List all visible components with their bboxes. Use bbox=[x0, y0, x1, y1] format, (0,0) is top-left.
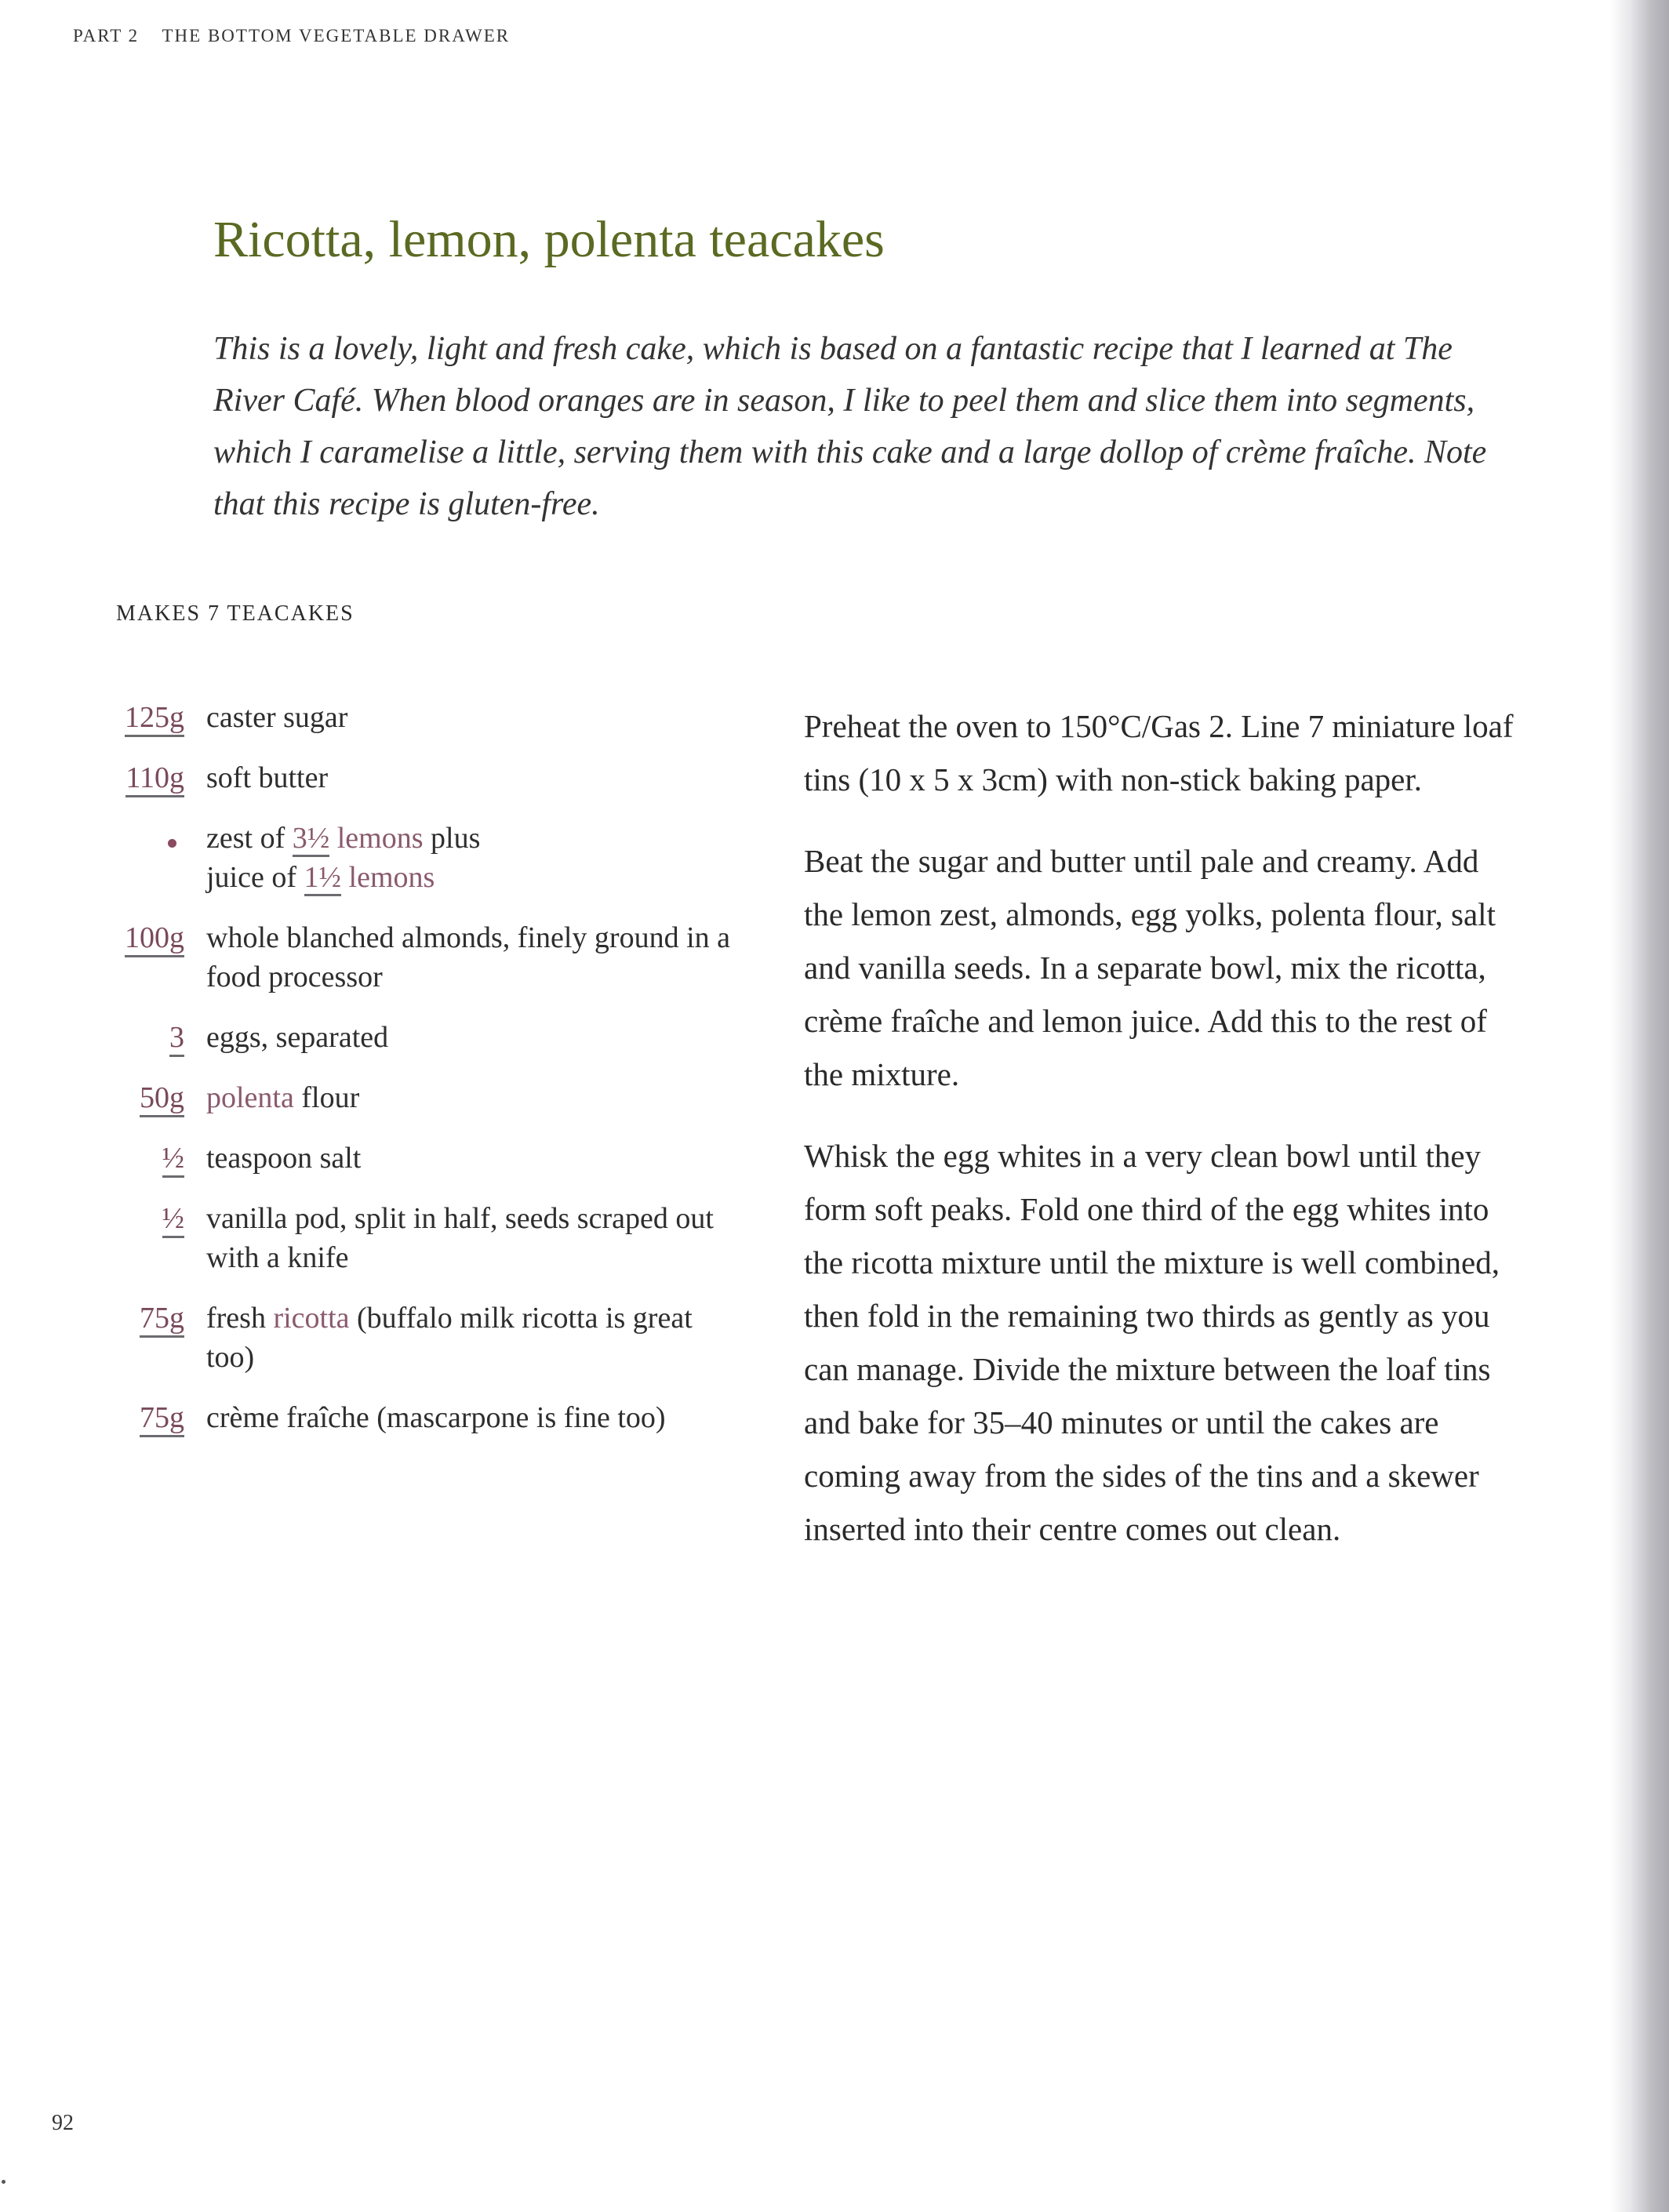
method-step: Whisk the egg whites in a very clean bowl until they form soft peaks. Fold one third of the egg whites into the ricotta mixture until the mixture is well combined, then fold in the remaining two thirds as gently as you can manage. Divide the mixture between the loaf tins and bake for 35–40 minutes or until the cakes are coming away from the sides of the tins and a skewer inserted into their centre comes out clean. bbox=[804, 1138, 1500, 1547]
ingredient-inline-quantity: 3½ bbox=[293, 822, 330, 857]
ingredient-item bbox=[94, 1018, 745, 1057]
recipe-intro: This is a lovely, light and fresh cake, which is based on a fantastic recipe that I learned at The River Café. When blood oranges are in season, I like to peel them and slice them into segments, which I caramelise a little, serving them with this cake and a large dollop of crème fraîche. Note that this recipe is gluten-free. bbox=[213, 331, 1487, 522]
ingredient-quantity: ½ bbox=[162, 1141, 185, 1178]
running-head bbox=[73, 26, 510, 46]
ingredient-quantity: 125g bbox=[125, 700, 184, 737]
ingredient-text: vanilla pod, split in half, seeds scraped out with a knife bbox=[206, 1202, 714, 1274]
ingredient-text: caster sugar bbox=[206, 701, 348, 734]
ingredient-item bbox=[94, 1139, 745, 1178]
running-head-part: PART 2 bbox=[73, 26, 140, 45]
method-step: Preheat the oven to 150°C/Gas 2. Line 7 miniature loaf tins (10 x 5 x 3cm) with non-stick baking paper. bbox=[804, 708, 1514, 797]
ingredient-item bbox=[94, 918, 745, 997]
ingredient-text-part: plus bbox=[423, 822, 481, 855]
ingredient-text-part: (buffalo milk ricotta is great too) bbox=[206, 1302, 693, 1374]
ingredient-quantity: 75g bbox=[140, 1301, 184, 1338]
ingredient-quantity: 75g bbox=[140, 1400, 184, 1437]
ingredient-text: whole blanched almonds, finely ground in a food processor bbox=[206, 921, 731, 993]
ingredients-list bbox=[94, 698, 745, 1458]
ingredient-highlight: lemons bbox=[341, 861, 435, 894]
ingredient-highlight: polenta bbox=[206, 1081, 294, 1114]
ingredient-text: eggs, separated bbox=[206, 1021, 389, 1054]
scan-speck bbox=[2, 2180, 5, 2184]
method-steps bbox=[804, 699, 1525, 1584]
ingredient-item bbox=[94, 819, 745, 897]
ingredient-text-part: fresh bbox=[206, 1302, 274, 1335]
ingredient-text: teaspoon salt bbox=[206, 1142, 362, 1175]
recipe-yield: MAKES 7 TEACAKES bbox=[116, 601, 355, 626]
running-head-section: THE BOTTOM VEGETABLE DRAWER bbox=[162, 26, 511, 45]
ingredient-text-part: flour bbox=[293, 1081, 360, 1114]
ingredient-quantity: 110g bbox=[125, 761, 184, 797]
ingredient-quantity: 100g bbox=[125, 921, 184, 957]
recipe-title: Ricotta, lemon, polenta teacakes bbox=[213, 211, 885, 268]
ingredient-text bbox=[206, 1299, 745, 1377]
ingredient-text bbox=[206, 819, 745, 897]
ingredient-text-part: zest of bbox=[206, 822, 293, 855]
ingredient-inline-quantity: 1½ bbox=[304, 861, 342, 896]
ingredient-item bbox=[94, 1398, 745, 1437]
ingredient-item bbox=[94, 1078, 745, 1117]
ingredient-text-part: juice of bbox=[206, 861, 304, 894]
ingredient-quantity: 50g bbox=[140, 1081, 184, 1117]
ingredient-quantity: 3 bbox=[169, 1020, 184, 1057]
ingredient-item bbox=[94, 758, 745, 797]
ingredient-highlight: lemons bbox=[329, 822, 424, 855]
ingredient-highlight: ricotta bbox=[273, 1302, 350, 1335]
ingredient-text: soft butter bbox=[206, 761, 329, 794]
ingredient-text bbox=[206, 1078, 745, 1117]
bullet-icon bbox=[168, 839, 176, 848]
ingredient-text: crème fraîche (mascarpone is fine too) bbox=[206, 1401, 666, 1434]
ingredient-quantity: ½ bbox=[162, 1201, 185, 1238]
method-step: Beat the sugar and butter until pale and creamy. Add the lemon zest, almonds, egg yolks, polenta flour, salt and vanilla seeds. In a separate bowl, mix the ricotta, crème fraîche and lemon juice. Add this to the rest of the mixture. bbox=[804, 843, 1496, 1092]
page-number: 92 bbox=[52, 2111, 74, 2135]
page-edge-shadow bbox=[1610, 0, 1669, 2212]
ingredient-item bbox=[94, 1299, 745, 1377]
ingredient-item bbox=[94, 698, 745, 737]
ingredient-item bbox=[94, 1199, 745, 1277]
